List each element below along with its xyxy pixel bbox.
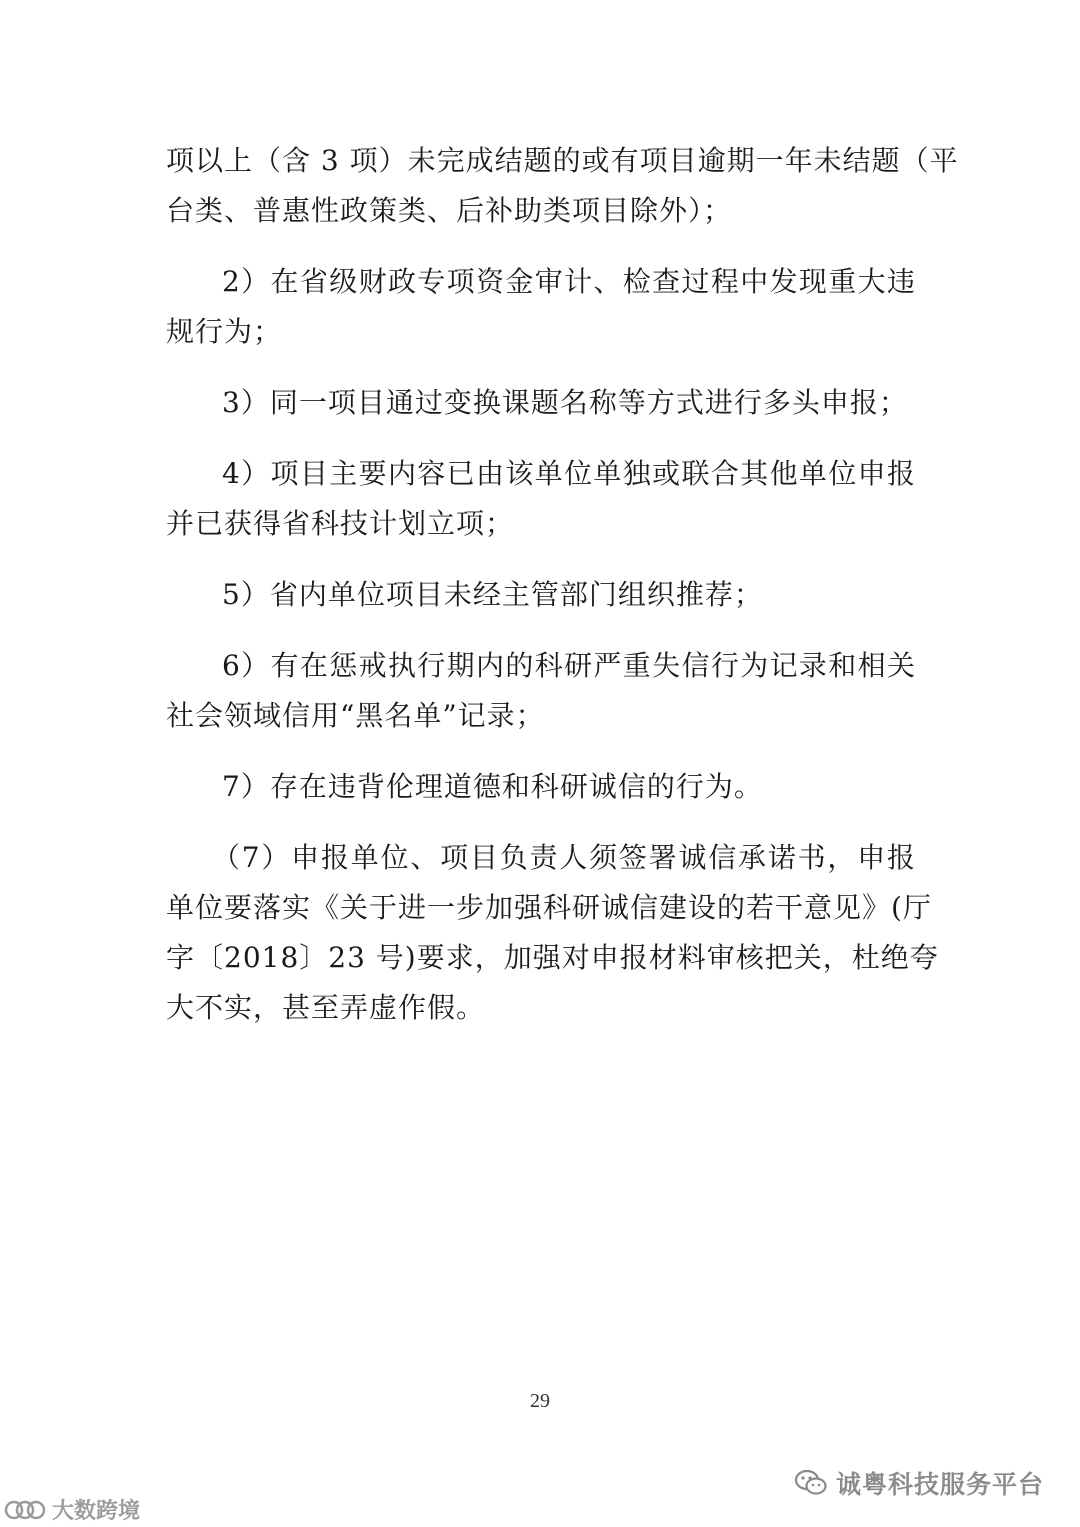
logo-icon [4, 1497, 48, 1523]
paragraph-7-line-1: （7）申报单位、项目负责人须签署诚信承诺书，申报 [212, 841, 916, 874]
wechat-icon [794, 1469, 828, 1497]
list-item-4-line-1: 4）项目主要内容已由该单位单独或联合其他单位申报 [222, 457, 916, 490]
text-line-2: 台类、普惠性政策类、后补助类项目除外）； [166, 194, 733, 227]
list-item-5: 5）省内单位项目未经主管部门组织推荐； [222, 578, 763, 611]
watermark-right-text: 诚粤科技服务平台 [835, 1470, 1044, 1499]
text-line-1: 项以上（含 3 项）未完成结题的或有项目逾期一年未结题（平 [166, 144, 959, 177]
list-item-2-line-2: 规行为； [166, 315, 283, 348]
watermark-right [794, 1465, 1044, 1501]
document-body [166, 136, 959, 1033]
list-item-3: 3）同一项目通过变换课题名称等方式进行多头申报； [222, 386, 908, 419]
paragraph-7-line-4: 大不实，甚至弄虚作假。 [166, 991, 486, 1024]
page-number: 29 [530, 1390, 550, 1412]
watermark-left [4, 1494, 140, 1525]
paragraph-7-line-3: 字〔2018〕23 号)要求，加强对申报材料审核把关，杜绝夸 [166, 941, 939, 974]
list-item-6-line-1: 6）有在惩戒执行期内的科研严重失信行为记录和相关 [222, 649, 916, 682]
list-item-4-line-2: 并已获得省科技计划立项； [166, 507, 515, 540]
list-item-2-line-1: 2）在省级财政专项资金审计、检查过程中发现重大违 [222, 265, 916, 298]
list-item-7: 7）存在违背伦理道德和科研诚信的行为。 [222, 770, 763, 803]
list-item-6-line-2: 社会领域信用“黑名单”记录； [166, 699, 545, 732]
watermark-left-text: 大数跨境 [52, 1499, 141, 1524]
paragraph-7-line-2: 单位要落实《关于进一步加强科研诚信建设的若干意见》(厅 [166, 891, 932, 924]
